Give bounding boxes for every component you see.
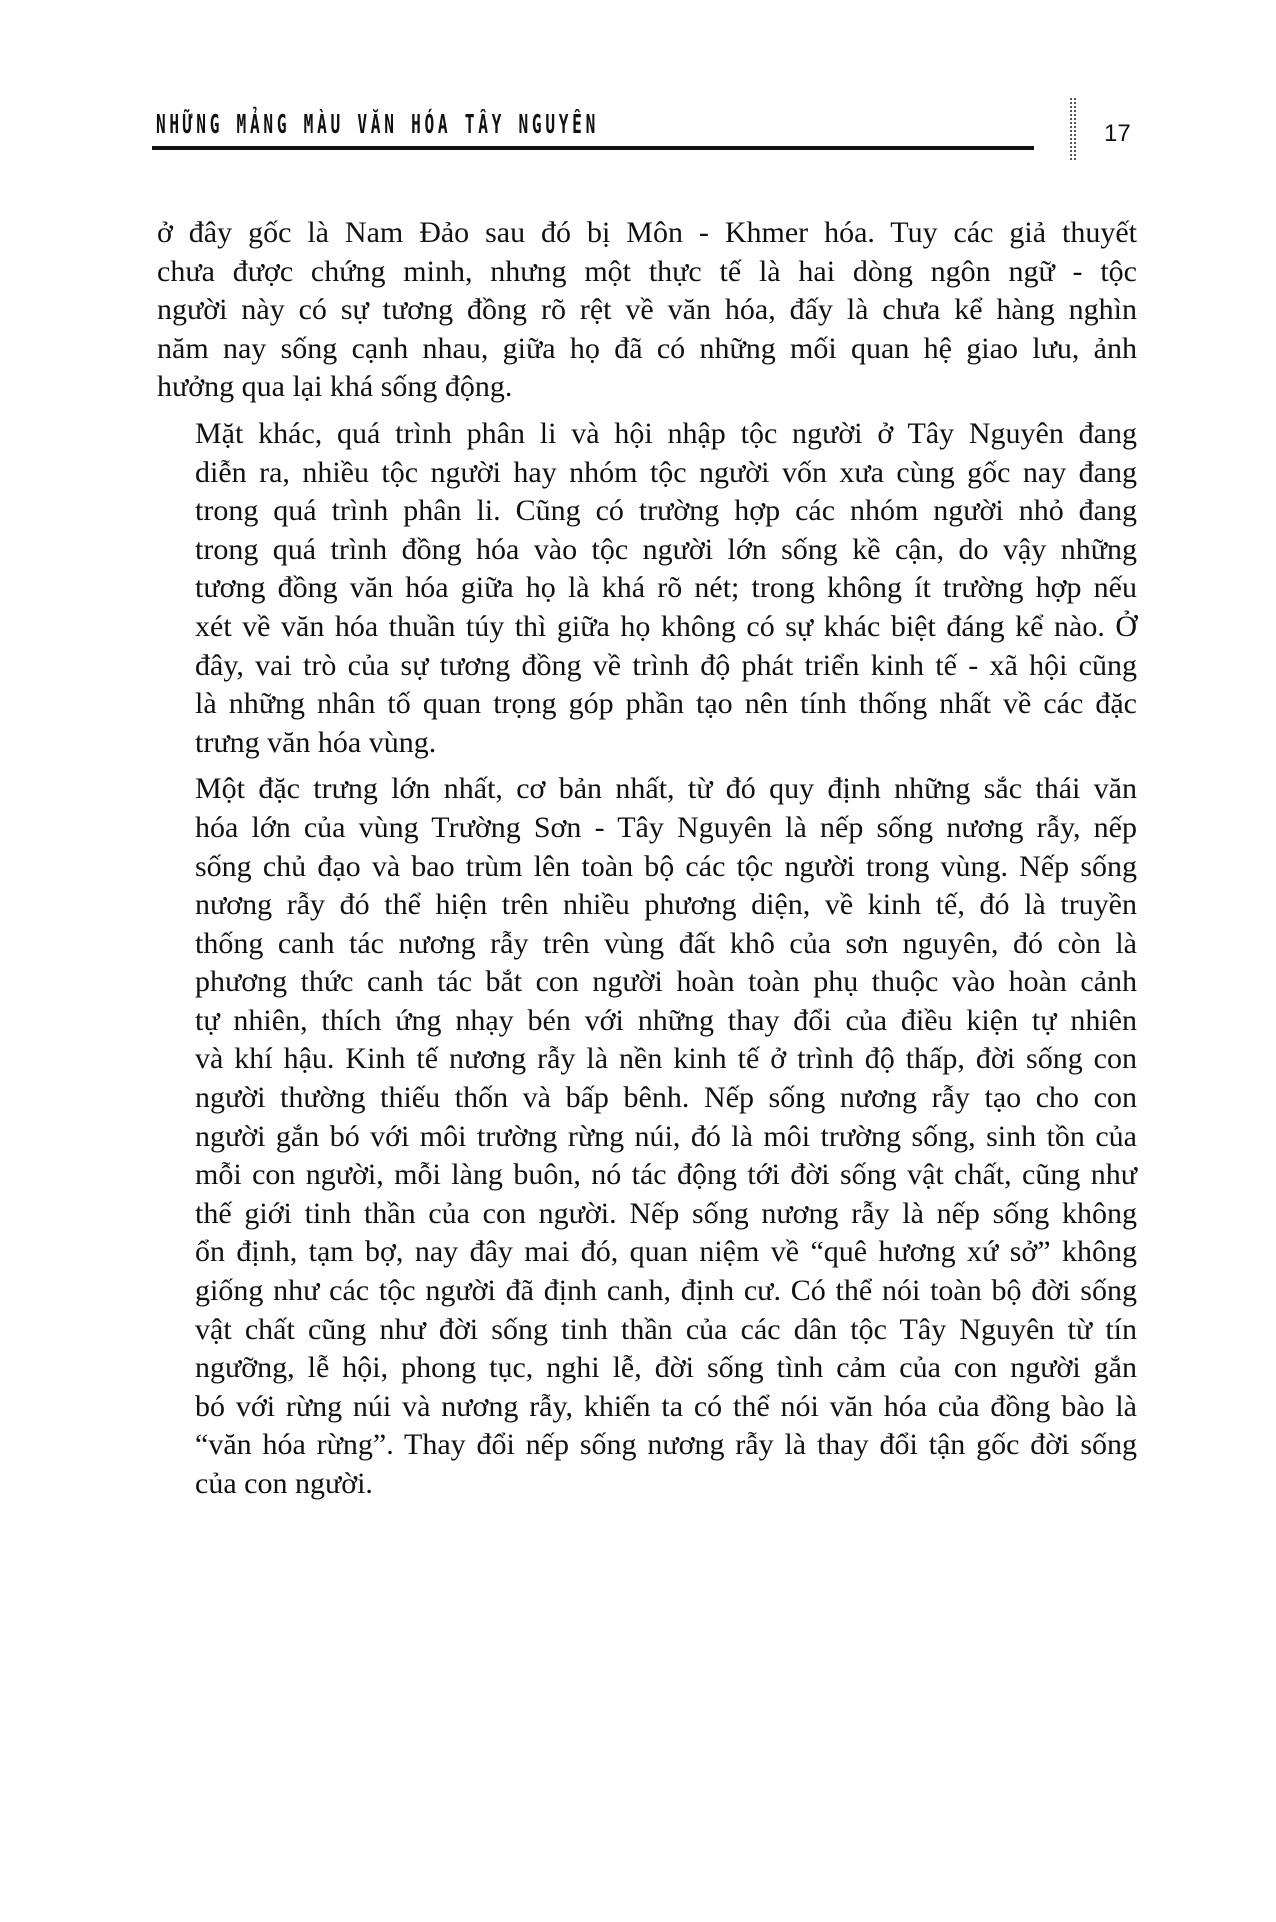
text-line: bó với rừng núi và nương rẫy, khiến ta có thể nói văn hóa của đồng bào là (195, 1389, 1137, 1423)
text-line: sống chủ đạo và bao trùm lên toàn bộ các tộc người trong vùng. Nếp sống (195, 849, 1137, 883)
text-line: Mặt khác, quá trình phân li và hội nhập tộc người ở Tây Nguyên đang (195, 416, 1137, 450)
text-line: tự nhiên, thích ứng nhạy bén với những thay đổi của điều kiện tự nhiên (195, 1003, 1137, 1037)
text-line: thống canh tác nương rẫy trên vùng đất khô của sơn nguyên, đó còn là (195, 926, 1137, 960)
text-line: và khí hậu. Kinh tế nương rẫy là nền kinh tế ở trình độ thấp, đời sống con (195, 1042, 1137, 1076)
text-line: thế giới tinh thần của con người. Nếp sống nương rẫy là nếp sống không (195, 1196, 1137, 1230)
paragraph (157, 214, 1137, 407)
text-line: chưa được chứng minh, nhưng một thực tế là hai dòng ngôn ngữ - tộc (157, 254, 1137, 288)
text-line: người thường thiếu thốn và bấp bênh. Nếp sống nương rẫy tạo cho con (195, 1081, 1137, 1115)
text-line: đây, vai trò của sự tương đồng về trình độ phát triển kinh tế - xã hội cũng (195, 648, 1137, 682)
text-line: mỗi con người, mỗi làng buôn, nó tác động tới đời sống vật chất, cũng như (195, 1158, 1137, 1192)
text-line: hưởng qua lại khá sống động. (157, 370, 513, 404)
text-line: trong quá trình đồng hóa vào tộc người lớn sống kề cận, do vậy những (195, 532, 1137, 566)
text-line: vật chất cũng như đời sống tinh thần của các dân tộc Tây Nguyên từ tín (195, 1312, 1137, 1346)
text-line: giống như các tộc người đã định canh, định cư. Có thể nói toàn bộ đời sống (195, 1274, 1137, 1308)
text-line: phương thức canh tác bắt con người hoàn toàn phụ thuộc vào hoàn cảnh (195, 965, 1137, 999)
paragraph (157, 770, 1137, 1503)
text-line: hóa lớn của vùng Trường Sơn - Tây Nguyên là nếp sống nương rẫy, nếp (195, 810, 1137, 844)
text-line: diễn ra, nhiều tộc người hay nhóm tộc người vốn xưa cùng gốc nay đang (195, 455, 1137, 489)
text-line: Một đặc trưng lớn nhất, cơ bản nhất, từ đó quy định những sắc thái văn (195, 772, 1137, 806)
paragraph (157, 415, 1137, 762)
page-number: 17 (1104, 120, 1131, 147)
text-line: người này có sự tương đồng rõ rệt về văn hóa, đấy là chưa kể hàng nghìn (157, 293, 1137, 327)
dotted-vertical-divider (1070, 98, 1076, 160)
body-text (157, 214, 1137, 1512)
text-line: trong quá trình phân li. Cũng có trường hợp các nhóm người nhỏ đang (195, 494, 1137, 528)
text-line: ổn định, tạm bợ, nay đây mai đó, quan niệm về “quê hương xứ sở” không (195, 1235, 1137, 1269)
text-line: xét về văn hóa thuần túy thì giữa họ không có sự khác biệt đáng kể nào. Ở (195, 609, 1137, 643)
header-rule-divider (152, 146, 1034, 150)
text-line: nương rẫy đó thể hiện trên nhiều phương diện, về kinh tế, đó là truyền (195, 888, 1137, 922)
text-line: của con người. (195, 1467, 373, 1500)
text-line: là những nhân tố quan trọng góp phần tạo nên tính thống nhất về các đặc (195, 687, 1137, 721)
running-title: NHỮNG MẢNG MÀU VĂN HÓA TÂY NGUYÊN (156, 110, 600, 140)
text-line: “văn hóa rừng”. Thay đổi nếp sống nương rẫy là thay đổi tận gốc đời sống (195, 1428, 1137, 1462)
text-line: ở đây gốc là Nam Đảo sau đó bị Môn - Khmer hóa. Tuy các giả thuyết (157, 216, 1137, 249)
text-line: người gắn bó với môi trường rừng núi, đó là môi trường sống, sinh tồn của (195, 1119, 1137, 1153)
text-line: trưng văn hóa vùng. (195, 725, 437, 759)
text-line: tương đồng văn hóa giữa họ là khá rõ nét; trong không ít trường hợp nếu (195, 571, 1137, 605)
text-line: ngưỡng, lễ hội, phong tục, nghi lễ, đời sống tình cảm của con người gắn (195, 1351, 1137, 1385)
text-line: năm nay sống cạnh nhau, giữa họ đã có những mối quan hệ giao lưu, ảnh (157, 331, 1137, 365)
